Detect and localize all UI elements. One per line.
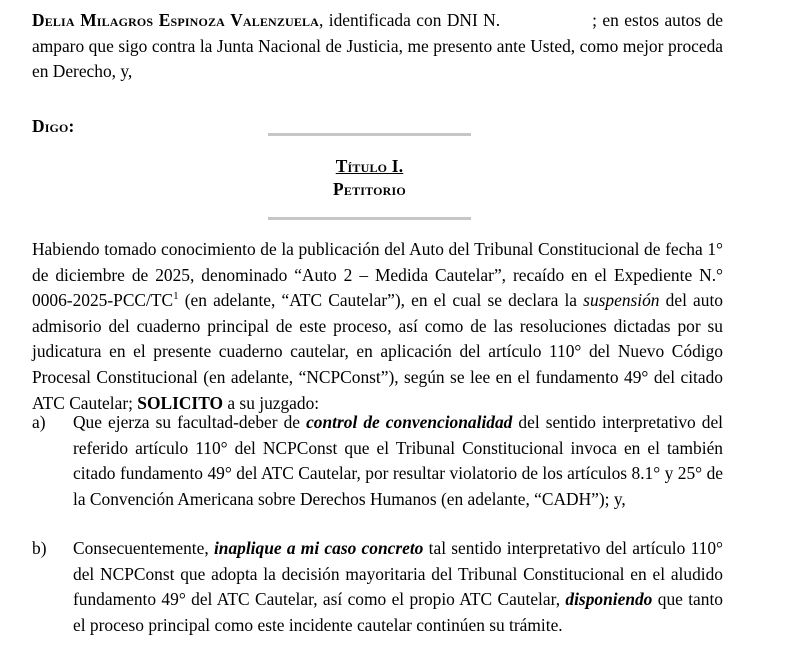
item-b-text-3: que tanto el proceso principal como este incidente cautelar continúen su trámite. — [73, 589, 723, 635]
emphasis-suspension: suspensión — [583, 290, 660, 311]
title-block — [268, 133, 471, 220]
item-b-text-2: tal sentido interpretativo del artículo 110° del NCPConst que adopta la decisión mayoritaria del Tribunal Constitucional en el aludido fundamento 49° del ATC Cautelar, así como el propio ATC Cautelar, — [73, 538, 723, 610]
intro-after-name: , identificada con DNI N. — [318, 10, 501, 30]
digo-label: Digo: — [32, 116, 75, 136]
intro-paragraph — [32, 8, 723, 85]
main-text-1: Habiendo tomado conocimiento de la publicación del Auto del Tribunal Constitucional de fecha 1° de diciembre de 2025, denominado “Auto 2 – Medida Cautelar”, recaído en el Expediente N.° 0006-2025-PCC/TC — [32, 239, 723, 311]
list-item — [32, 410, 723, 512]
petitioner-name: Delia Milagros Espinoza Valenzuela — [32, 10, 319, 30]
list-marker-b: b) — [32, 538, 47, 558]
intro-continuation: ; en estos autos de amparo que sigo contra la Junta Nacional de Justicia, me presento ante Usted, como mejor proceda en Derecho, y, — [32, 10, 724, 82]
list-marker-a: a) — [32, 412, 46, 432]
list-item — [32, 536, 723, 638]
petition-item-a — [32, 410, 723, 512]
main-paragraph-block — [32, 237, 723, 416]
emphasis-inaplique: inaplique a mi caso concreto — [213, 538, 424, 558]
main-text-3: del auto admisorio del cuaderno principal de este proceso, así como de las resoluciones dictadas por su judicatura en el presente cuaderno cautelar, en aplicación del artículo 110° del Nuevo Código Procesal Constitucional (en adelante, “NCPConst”), según se lee en el fundamento 49° del citado ATC Cautelar; — [32, 290, 723, 413]
title-line-1: Título I. — [335, 156, 404, 176]
emphasis-solicito: SOLICITO — [137, 392, 224, 413]
intro-block — [32, 8, 723, 85]
rule-bottom — [268, 217, 471, 220]
rule-top — [268, 133, 471, 136]
item-a-text-2: del sentido interpretativo del referido artículo 110° del NCPConst que el Tribunal Constitucional invoca en el también citado fundamento 49° del ATC Cautelar, por resultar violatorio de los artículos 8.1° y 25° de la Convención Americana sobre Derechos Humanos (en adelante, “CADH”); y, — [73, 412, 724, 509]
emphasis-disponiendo: disponiendo — [565, 589, 653, 610]
emphasis-control-convencionalidad: control de convencionalidad — [306, 412, 513, 432]
main-paragraph — [32, 237, 723, 416]
petition-item-b — [32, 536, 723, 638]
main-text-2: (en adelante, “ATC Cautelar”), en el cual se declara la — [178, 290, 584, 311]
title-line-2: Petitorio — [333, 179, 406, 199]
item-b-text-1: Consecuentemente, — [73, 538, 214, 558]
item-a-text-1: Que ejerza su facultad-deber de — [73, 412, 307, 432]
main-text-4: a su juzgado: — [223, 392, 320, 413]
footnote-marker: 1 — [173, 290, 179, 303]
